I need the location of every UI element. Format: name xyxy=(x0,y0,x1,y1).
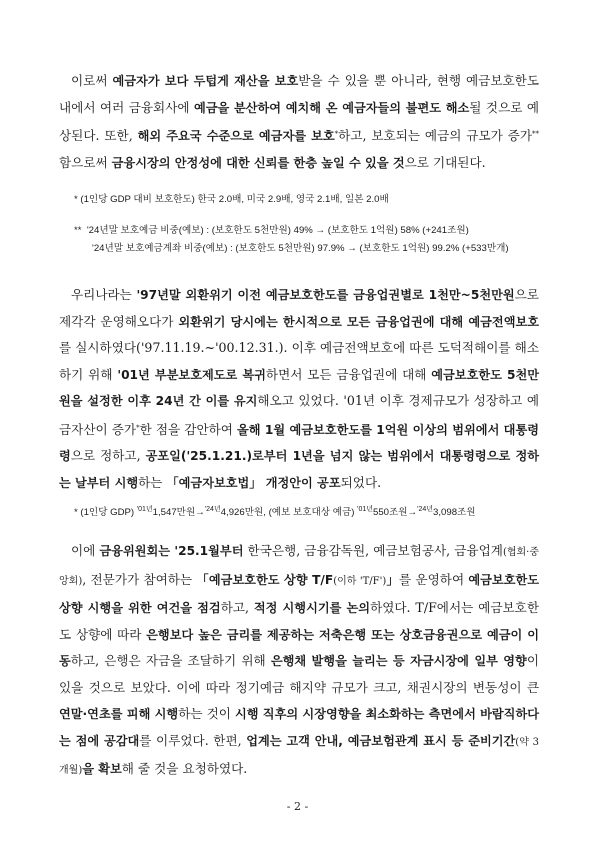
footnote-text: 3,098조원 xyxy=(433,507,476,518)
page-number: - 2 - xyxy=(286,800,309,813)
bold-run: 금융위원회는 '25.1월부터 xyxy=(99,544,244,558)
footnote-year: '01년 xyxy=(136,506,153,513)
footnote-text: 550조원→ xyxy=(373,507,418,518)
bold-run: '01년 부분보호제도로 복귀 xyxy=(117,367,266,382)
bold-run: 예금자가 보다 두텁게 재산을 보호 xyxy=(112,74,299,88)
text-run: (협회·중앙회) xyxy=(59,547,539,587)
text-run: 하고, 보호되는 예금의 규모가 증가 xyxy=(338,128,532,143)
bold-run: 업계는 고객 안내, 예금보험관계 표시 등 준비기간 xyxy=(246,733,516,748)
text-run: 하고, xyxy=(220,600,254,615)
text-run: 우리나라는 xyxy=(71,287,137,302)
footnote-text: '24년말 보호예금 비중(예보) : (보호한도 5천만원) 49% → (보호한도 1억원) 58% (+241조원) xyxy=(86,225,469,236)
bold-run: 은행채 발행을 늘리는 등 자금시장에 일부 영향 xyxy=(270,654,527,668)
bold-run: 해외 주요국 수준으로 예금자를 보호 xyxy=(137,129,335,143)
text-run: 으로 기대된다. xyxy=(404,154,486,170)
bold-run: 금융시장의 안정성에 대한 신뢰를 한층 높일 수 있을 것 xyxy=(111,155,405,170)
text-run: 를 이루었다. 한편, xyxy=(139,732,247,748)
bold-run: '97년말 외환위기 이전 예금보호한도를 금융업권별로 1천만~5천만원 xyxy=(136,288,515,302)
footnote-mark: ** xyxy=(74,225,82,236)
bold-run: 공포일('25.1.21.)로부터 1년을 넘지 않는 범위에서 대통령령으로 정하는 날부터 시행 xyxy=(59,449,540,490)
bold-run: 예금보호한도 상향 시행을 위한 여건을 점검 xyxy=(59,572,540,615)
text-run: (약 3개월) xyxy=(59,736,539,776)
footnote-text: * (1인당 GDP) xyxy=(74,507,137,518)
bold-run: 예금보호한도 5천만원을 설정한 이후 24년 간 이를 유지 xyxy=(59,367,539,408)
footnote-text: 4,926만원, (예보 보호대상 예금) xyxy=(220,507,358,518)
bold-run: 은행보다 높은 금리를 제공하는 저축은행 또는 상호금융권으로 예금이 이동 xyxy=(59,627,539,668)
text-run: , 전문가가 참여하는 xyxy=(82,571,197,587)
text-run: 이로써 xyxy=(71,73,113,88)
text-run: 이 있을 것으로 보았다. 이에 따라 정기예금 해지약 규모가 크고, 채권시장의 변동성이 큰 xyxy=(59,653,539,695)
footnote-mark: * xyxy=(136,423,140,432)
text-run: 으로 정하고, xyxy=(70,448,146,463)
text-run: 되었다. xyxy=(340,474,382,490)
bold-run: 을 확보 xyxy=(82,762,122,776)
bold-run: 연말·연초를 피해 시행 xyxy=(59,707,179,721)
bold-run: 시행 직후의 시장영향을 최소화하는 측면에서 바람직하다는 점에 공감대 xyxy=(59,707,539,748)
footnote-protected-accounts: '24년말 보호예금계좌 비중(예보) : (보호한도 5천만원) 97.9% → (보호한도 1억원) 99.2% (+533만개) xyxy=(92,243,509,254)
text-run: 이에 xyxy=(71,543,100,558)
paragraph-2 xyxy=(59,282,539,496)
footnote-year: '24년 xyxy=(417,506,434,513)
bold-run: 「예금보호한도 상향 T/F xyxy=(196,572,334,587)
bold-run: 적정 시행시기를 논의 xyxy=(253,601,371,615)
footnote-gdp-ratio: * (1인당 GDP 대비 보호한도) 한국 2.0배, 미국 2.9배, 영국 2.1배, 일본 2.0배 xyxy=(74,194,389,205)
bold-run: 예금을 분산하여 예치해 온 예금자들의 불편도 해소 xyxy=(193,100,470,115)
bold-run: 」 xyxy=(386,572,399,587)
text-run: (이하 'T/F') xyxy=(333,575,387,587)
text-run: 하는 xyxy=(138,474,167,490)
text-run: 해오고 있었다. '01년 이후 경제규모가 성장하고 예금자산이 증가 xyxy=(59,393,539,437)
bold-run: 외환위기 당시에는 한시적으로 모든 금융업권에 대해 예금전액보호 xyxy=(178,314,540,329)
footnote-text: 1,547만원→ xyxy=(152,507,205,518)
text-run: 하면서 모든 금융업권에 대해 xyxy=(265,366,432,382)
text-run: 으로 제각각 운영해오다가 xyxy=(59,287,539,329)
text-run: 해 줄 것을 요청하였다. xyxy=(121,761,248,776)
footnote-protected-share xyxy=(74,224,469,238)
text-run: 될 것으로 예상된다. 또한, xyxy=(59,99,540,143)
text-run: 하고, 은행은 자금을 조달하기 위해 xyxy=(70,653,271,668)
bold-run: 올해 1월 예금보호한도를 1억원 이상의 범위에서 대통령령 xyxy=(59,422,539,463)
bold-run: 「예금자보호법」 개정안이 공포 xyxy=(166,475,341,490)
text-run: 받을 수 있을 뿐 아니라, 현행 예금보호한도 내에서 여러 금융회사에 xyxy=(59,73,540,115)
paragraph-3 xyxy=(59,538,539,785)
text-run: 하는 것이 xyxy=(178,706,235,721)
text-run: 를 운영하여 xyxy=(399,571,469,587)
footnote-mark: ** xyxy=(531,130,539,138)
text-run: 를 실시하였다('97.11.19.~'00.12.31.). 이후 예금전액보호에 따른 도덕적해이를 해소하기 위해 xyxy=(59,340,539,382)
footnote-mark: * xyxy=(334,130,339,138)
footnote-growth xyxy=(74,503,476,520)
text-run: 하였다. T/F에서는 예금보호한도 상향에 따라 xyxy=(59,600,539,642)
paragraph-1 xyxy=(59,68,539,176)
footnote-year: '01년 xyxy=(357,506,373,513)
text-run: 한 점을 감안하여 xyxy=(139,421,238,437)
text-run: 함으로써 xyxy=(59,154,112,170)
footnote-year: '24년 xyxy=(204,506,221,513)
text-run: 한국은행, 금융감독원, 예금보험공사, 금융업계 xyxy=(243,543,503,558)
